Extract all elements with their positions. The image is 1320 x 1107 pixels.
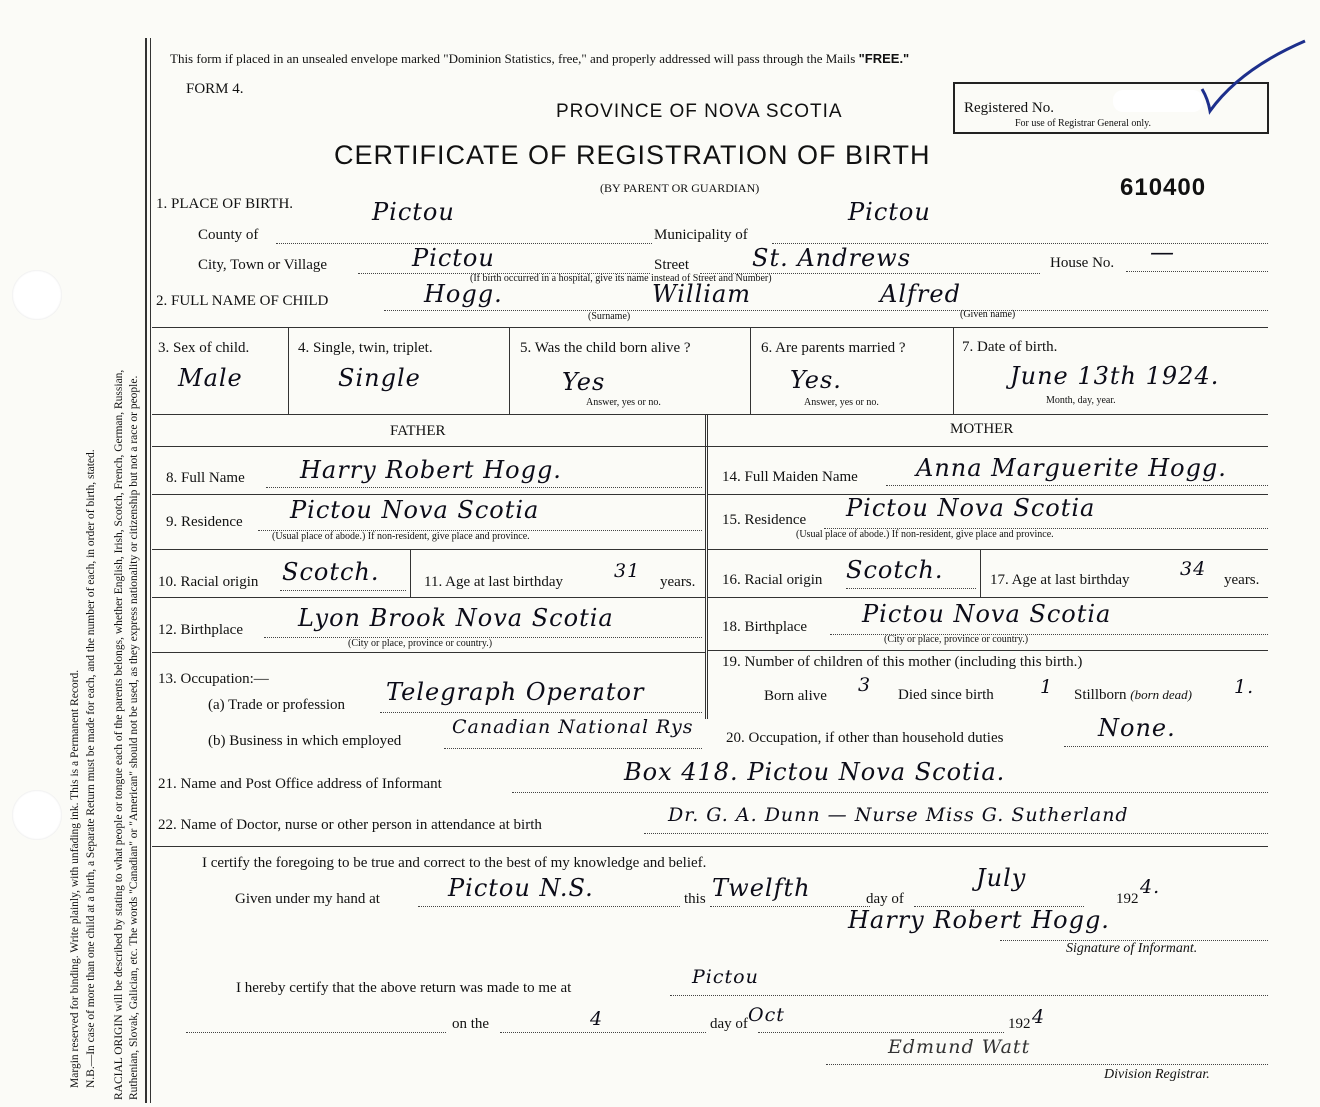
- row-rule-top: [152, 327, 1268, 328]
- given-month-value: July: [976, 864, 1027, 892]
- registrar-blank-line: [186, 1032, 446, 1033]
- registrar-month-line: [758, 1032, 1004, 1033]
- checkmark-icon: [1200, 39, 1310, 119]
- mother-name-value: Anna Marguerite Hogg.: [916, 454, 1227, 482]
- given-year-value: 4.: [1140, 876, 1161, 898]
- died-since-birth-label: Died since birth: [898, 687, 994, 703]
- stillborn-label-text: Stillborn: [1074, 687, 1127, 703]
- father-rule-1: [152, 494, 705, 495]
- date-of-birth-label: 7. Date of birth.: [962, 339, 1058, 355]
- this-label: this: [684, 891, 706, 907]
- given-day-of-label: day of: [866, 891, 904, 907]
- certification-statement: I certify the foregoing to be true and correct to the best of my knowledge and belief.: [202, 855, 707, 871]
- mother-rule-2: [708, 549, 1268, 550]
- municipality-value: Pictou: [848, 198, 931, 226]
- child-surname: Hogg.: [424, 280, 503, 308]
- born-alive-question: 5. Was the child born alive ?: [520, 340, 691, 356]
- father-business-line: [444, 748, 702, 749]
- father-birthplace-label: 12. Birthplace: [158, 622, 243, 638]
- mother-residence-caption: (Usual place of abode.) If non-resident, give place and province.: [796, 529, 1054, 540]
- binding-hole-top: [12, 270, 62, 320]
- row-rule-bottom: [152, 414, 1268, 415]
- mother-rule-3: [708, 597, 1268, 598]
- mother-birthplace-value: Pictou Nova Scotia: [862, 600, 1112, 628]
- street-label: Street: [654, 257, 689, 273]
- parents-heading-rule: [152, 446, 1268, 447]
- hospital-note: (If birth occurred in a hospital, give its name instead of Street and Number): [470, 273, 772, 284]
- registrar-statement: I hereby certify that the above return was made to me at: [236, 980, 572, 996]
- mother-residence-value: Pictou Nova Scotia: [846, 494, 1096, 522]
- father-residence-label: 9. Residence: [166, 514, 243, 530]
- registrar-year-value: 4: [1032, 1006, 1046, 1028]
- father-name-line: [266, 487, 702, 488]
- margin-note-binding: Margin reserved for binding. Write plainly, with unfading ink. This is a Permanent Record.: [69, 669, 81, 1088]
- father-racial-value: Scotch.: [282, 558, 380, 586]
- mother-name-line: [886, 485, 1268, 486]
- father-rule-4: [152, 652, 705, 653]
- sex-value: Male: [178, 364, 243, 392]
- born-alive-answer: Yes: [562, 368, 606, 396]
- street-value: St. Andrews: [752, 244, 912, 272]
- father-name-value: Harry Robert Hogg.: [300, 456, 562, 484]
- father-birthplace-value: Lyon Brook Nova Scotia: [298, 604, 614, 632]
- registrar-day-value: 4: [590, 1008, 604, 1030]
- father-business-value: Canadian National Rys: [452, 716, 694, 738]
- father-birthplace-caption: (City or place, province or country.): [348, 638, 493, 649]
- informant-label: 21. Name and Post Office address of Informant: [158, 776, 442, 792]
- informant-line: [512, 792, 1268, 793]
- city-value: Pictou: [412, 244, 495, 272]
- mother-age-value: 34: [1180, 558, 1207, 580]
- stillborn-note: (born dead): [1130, 687, 1193, 702]
- father-age-suffix: years.: [660, 574, 696, 590]
- mother-birthplace-caption: (City or place, province or country.): [884, 634, 1029, 645]
- registrar-day-of-label: day of: [710, 1016, 748, 1032]
- margin-rule: [145, 38, 147, 1103]
- father-racial-label: 10. Racial origin: [158, 574, 259, 590]
- margin-note-racial-origin-1: RACIAL ORIGIN will be described by stating to what people or tongue each of the parents belongs, whether English, Irish, Scotch, French, German, Russian,: [113, 369, 125, 1100]
- father-heading: FATHER: [390, 423, 446, 439]
- attendant-rule: [152, 846, 1268, 847]
- given-under-hand-label: Given under my hand at: [235, 891, 380, 907]
- given-year-label: 192: [1116, 891, 1139, 907]
- father-racial-line: [280, 590, 406, 591]
- margin-note-racial-origin-2: Ruthenian, Slovak, Galician, etc. The words "Canadian" or "American" should not be used, as they express nationality or citizenship but not a race or people.: [128, 375, 140, 1100]
- father-name-label: 8. Full Name: [166, 470, 245, 486]
- margin-rule-inner: [150, 38, 151, 1103]
- mother-rule-4: [708, 650, 1268, 651]
- given-day-line: [710, 906, 870, 907]
- given-place-line: [418, 906, 680, 907]
- date-of-birth-caption: Month, day, year.: [1046, 395, 1116, 406]
- mother-residence-label: 15. Residence: [722, 512, 807, 528]
- born-alive-caption: Answer, yes or no.: [586, 397, 661, 408]
- mother-racial-divider: [980, 549, 981, 597]
- county-value: Pictou: [372, 198, 455, 226]
- father-trade-label: (a) Trade or profession: [208, 697, 346, 713]
- registered-number-note: For use of Registrar General only.: [1015, 118, 1151, 129]
- margin-note-multiple-births: N.B.—In case of more than one child at a birth, a Separate Return must be made for each, and the number of each, in order of birth, stated.: [85, 449, 97, 1088]
- parents-married-question: 6. Are parents married ?: [761, 340, 906, 356]
- parents-divider: [705, 414, 708, 719]
- born-alive-count: 3: [858, 674, 872, 696]
- child-given-name-1: William: [652, 280, 752, 308]
- child-name-line: [384, 310, 1268, 311]
- col-rule-1: [288, 327, 289, 414]
- mother-age-label: 17. Age at last birthday: [990, 572, 1130, 588]
- registered-number-label: Registered No.: [964, 100, 1054, 116]
- registrar-place-line: [670, 995, 1268, 996]
- place-of-birth-label: 1. PLACE OF BIRTH.: [156, 196, 294, 212]
- mail-notice-free: "FREE.": [858, 51, 910, 66]
- registrar-on-the-label: on the: [452, 1016, 490, 1032]
- mother-racial-line: [846, 588, 976, 589]
- registrar-month-value: Oct: [748, 1004, 785, 1026]
- house-number-line: [1126, 271, 1268, 272]
- attendant-label: 22. Name of Doctor, nurse or other person in attendance at birth: [158, 817, 542, 833]
- mother-racial-label: 16. Racial origin: [722, 572, 823, 588]
- attendant-value: Dr. G. A. Dunn — Nurse Miss G. Sutherland: [668, 804, 1129, 826]
- father-trade-value: Telegraph Operator: [386, 678, 645, 706]
- registered-number-redaction: [1113, 90, 1203, 112]
- registrar-signature: Edmund Watt: [888, 1036, 1031, 1058]
- father-occupation-label: 13. Occupation:—: [158, 671, 269, 687]
- mother-occupation-value: None.: [1098, 714, 1176, 742]
- col-rule-3: [750, 327, 751, 414]
- father-age-value: 31: [614, 560, 641, 582]
- died-since-birth-count: 1: [1040, 676, 1054, 698]
- certificate-title: CERTIFICATE OF REGISTRATION OF BIRTH: [334, 140, 931, 170]
- form-number: FORM 4.: [186, 81, 244, 97]
- informant-signature-caption: Signature of Informant.: [1066, 941, 1198, 956]
- father-business-label: (b) Business in which employed: [208, 733, 402, 749]
- given-name-caption: (Given name): [960, 309, 1016, 320]
- father-rule-2: [152, 549, 705, 550]
- registrar-day-line: [500, 1032, 706, 1033]
- mother-age-suffix: years.: [1224, 572, 1260, 588]
- mother-children-label: 19. Number of children of this mother (including this birth.): [722, 654, 1083, 670]
- county-label: County of: [198, 227, 259, 243]
- child-given-name-2: Alfred: [880, 280, 961, 308]
- parents-married-caption: Answer, yes or no.: [804, 397, 879, 408]
- born-alive-label: Born alive: [764, 688, 827, 704]
- certificate-subtitle: (BY PARENT OR GUARDIAN): [600, 181, 760, 195]
- attendant-line: [644, 833, 1268, 834]
- father-residence-value: Pictou Nova Scotia: [290, 496, 540, 524]
- stillborn-count: 1.: [1234, 676, 1255, 698]
- serial-number: 610400: [1120, 174, 1207, 201]
- city-label: City, Town or Village: [198, 257, 328, 273]
- plurality-value: Single: [338, 364, 421, 392]
- house-number-value: —: [1150, 238, 1175, 266]
- mother-occupation-line: [1064, 746, 1268, 747]
- col-rule-4: [953, 327, 954, 414]
- sex-label: 3. Sex of child.: [158, 340, 250, 356]
- stillborn-label: [1074, 687, 1192, 704]
- registered-number-box: [953, 82, 1269, 134]
- mother-racial-value: Scotch.: [846, 556, 944, 584]
- municipality-label: Municipality of: [654, 227, 748, 243]
- date-of-birth-value: June 13th 1924.: [1010, 362, 1220, 390]
- father-trade-line: [380, 712, 702, 713]
- given-day-value: Twelfth: [712, 874, 811, 902]
- mail-notice: [170, 51, 909, 67]
- informant-value: Box 418. Pictou Nova Scotia.: [624, 758, 1006, 786]
- registrar-place-value: Pictou: [692, 966, 759, 988]
- parents-married-answer: Yes.: [790, 366, 842, 394]
- surname-caption: (Surname): [588, 311, 631, 322]
- father-residence-caption: (Usual place of abode.) If non-resident, give place and province.: [272, 531, 530, 542]
- given-place-value: Pictou N.S.: [448, 874, 594, 902]
- father-racial-divider: [410, 549, 411, 597]
- mother-name-label: 14. Full Maiden Name: [722, 469, 858, 485]
- registrar-year-label: 192: [1008, 1016, 1031, 1032]
- col-rule-2: [509, 327, 510, 414]
- child-name-label: 2. FULL NAME OF CHILD: [156, 293, 329, 309]
- registrar-signature-line: [826, 1064, 1268, 1065]
- father-rule-3: [152, 597, 705, 598]
- mother-heading: MOTHER: [950, 421, 1014, 437]
- mother-birthplace-label: 18. Birthplace: [722, 619, 807, 635]
- father-age-label: 11. Age at last birthday: [424, 574, 563, 590]
- province-heading: PROVINCE OF NOVA SCOTIA: [556, 101, 843, 122]
- informant-signature: Harry Robert Hogg.: [848, 906, 1110, 934]
- mail-notice-text: This form if placed in an unsealed envelope marked "Dominion Statistics, free," and properly addressed will pass through the Mails: [170, 51, 856, 66]
- binding-hole-bottom: [12, 790, 62, 840]
- mother-occupation-label: 20. Occupation, if other than household duties: [726, 730, 1004, 746]
- registrar-caption: Division Registrar.: [1104, 1067, 1210, 1082]
- house-number-label: House No.: [1050, 255, 1115, 271]
- plurality-label: 4. Single, twin, triplet.: [298, 340, 433, 356]
